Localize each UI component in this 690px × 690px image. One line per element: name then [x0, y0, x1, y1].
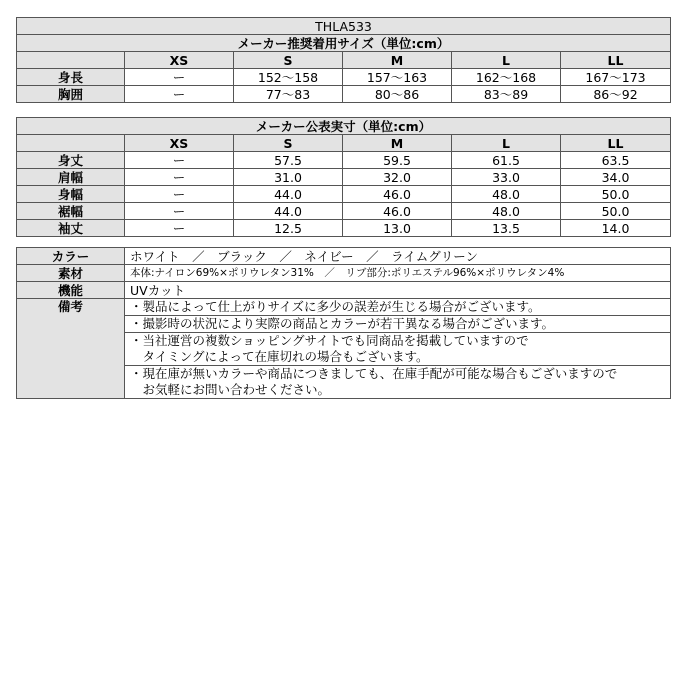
cell: ー: [125, 203, 234, 220]
detail-row-material: [17, 265, 671, 282]
cell: ー: [125, 220, 234, 237]
note-text: お気軽にお問い合わせください。: [130, 382, 331, 397]
note-item: [125, 316, 670, 333]
note-item: [125, 299, 670, 316]
cell: 31.0: [234, 169, 343, 186]
table-row: [17, 86, 671, 103]
table-row: [17, 220, 671, 237]
recommended-size-table: [16, 17, 671, 103]
cell: 44.0: [234, 203, 343, 220]
detail-row-notes: [17, 299, 671, 399]
note-item: [125, 333, 670, 366]
cell: 152～158: [234, 69, 343, 86]
cell: 63.5: [561, 152, 671, 169]
cell: 162～168: [452, 69, 561, 86]
cell: ー: [125, 169, 234, 186]
cell: 77～83: [234, 86, 343, 103]
cell: 80～86: [343, 86, 452, 103]
size-header-row: [17, 135, 671, 152]
table-row: [17, 69, 671, 86]
size-ll: LL: [561, 135, 671, 152]
size-l: L: [452, 52, 561, 69]
cell: 57.5: [234, 152, 343, 169]
function-label: 機能: [17, 282, 125, 299]
corner-cell: [17, 52, 125, 69]
note-text: ・製品によって仕上がりサイズに多少の誤差が生じる場合がございます。: [130, 299, 541, 314]
cell: 46.0: [343, 203, 452, 220]
cell: 167～173: [561, 69, 671, 86]
cell: 48.0: [452, 186, 561, 203]
note-item: [125, 366, 670, 398]
row-label-chest: 胸囲: [17, 86, 125, 103]
note-text: タイミングによって在庫切れの場合もございます。: [130, 349, 429, 364]
table-row: [17, 203, 671, 220]
cell: 12.5: [234, 220, 343, 237]
material-label: 素材: [17, 265, 125, 282]
table-row: [17, 152, 671, 169]
cell: ー: [125, 86, 234, 103]
cell: ー: [125, 152, 234, 169]
size-s: S: [234, 135, 343, 152]
model-number: THLA533: [17, 18, 671, 35]
cell: 86～92: [561, 86, 671, 103]
cell: 44.0: [234, 186, 343, 203]
table-row: [17, 186, 671, 203]
cell: ー: [125, 186, 234, 203]
corner-cell: [17, 135, 125, 152]
product-details-table: [16, 247, 671, 399]
row-label-sleeve-length: 袖丈: [17, 220, 125, 237]
row-label-hem-width: 裾幅: [17, 203, 125, 220]
recommended-size-subtitle: メーカー推奨着用サイズ（単位:cm）: [17, 35, 671, 52]
size-m: M: [343, 52, 452, 69]
note-text: ・撮影時の状況により実際の商品とカラーが若干異なる場合がございます。: [130, 316, 555, 331]
color-label: カラー: [17, 248, 125, 265]
table-row: [17, 169, 671, 186]
row-label-shoulder-width: 肩幅: [17, 169, 125, 186]
row-label-body-width: 身幅: [17, 186, 125, 203]
size-s: S: [234, 52, 343, 69]
cell: ー: [125, 69, 234, 86]
cell: 61.5: [452, 152, 561, 169]
cell: 157～163: [343, 69, 452, 86]
size-xs: XS: [125, 52, 234, 69]
size-header-row: [17, 52, 671, 69]
material-value: 本体:ナイロン69%×ポリウレタン31% ／ リブ部分:ポリエステル96%×ポリウレタン4%: [125, 265, 671, 282]
note-text: ・当社運営の複数ショッピングサイトでも同商品を掲載していますので: [130, 333, 529, 348]
cell: 59.5: [343, 152, 452, 169]
color-value: ホワイト ／ ブラック ／ ネイビー ／ ライムグリーン: [125, 248, 671, 265]
cell: 14.0: [561, 220, 671, 237]
size-ll: LL: [561, 52, 671, 69]
cell: 13.5: [452, 220, 561, 237]
note-text: ・現在庫が無いカラーや商品につきましても、在庫手配が可能な場合もございますので: [130, 366, 618, 381]
size-m: M: [343, 135, 452, 152]
cell: 34.0: [561, 169, 671, 186]
cell: 83～89: [452, 86, 561, 103]
cell: 33.0: [452, 169, 561, 186]
detail-row-color: [17, 248, 671, 265]
size-xs: XS: [125, 135, 234, 152]
notes-label: 備考: [17, 299, 125, 399]
row-label-body-length: 身丈: [17, 152, 125, 169]
notes-list: [125, 299, 671, 399]
cell: 50.0: [561, 186, 671, 203]
cell: 48.0: [452, 203, 561, 220]
row-label-height: 身長: [17, 69, 125, 86]
size-l: L: [452, 135, 561, 152]
cell: 13.0: [343, 220, 452, 237]
function-value: UVカット: [125, 282, 671, 299]
detail-row-function: [17, 282, 671, 299]
official-size-subtitle: メーカー公表実寸（単位:cm）: [17, 118, 671, 135]
cell: 50.0: [561, 203, 671, 220]
official-measurement-table: [16, 117, 671, 237]
cell: 46.0: [343, 186, 452, 203]
cell: 32.0: [343, 169, 452, 186]
